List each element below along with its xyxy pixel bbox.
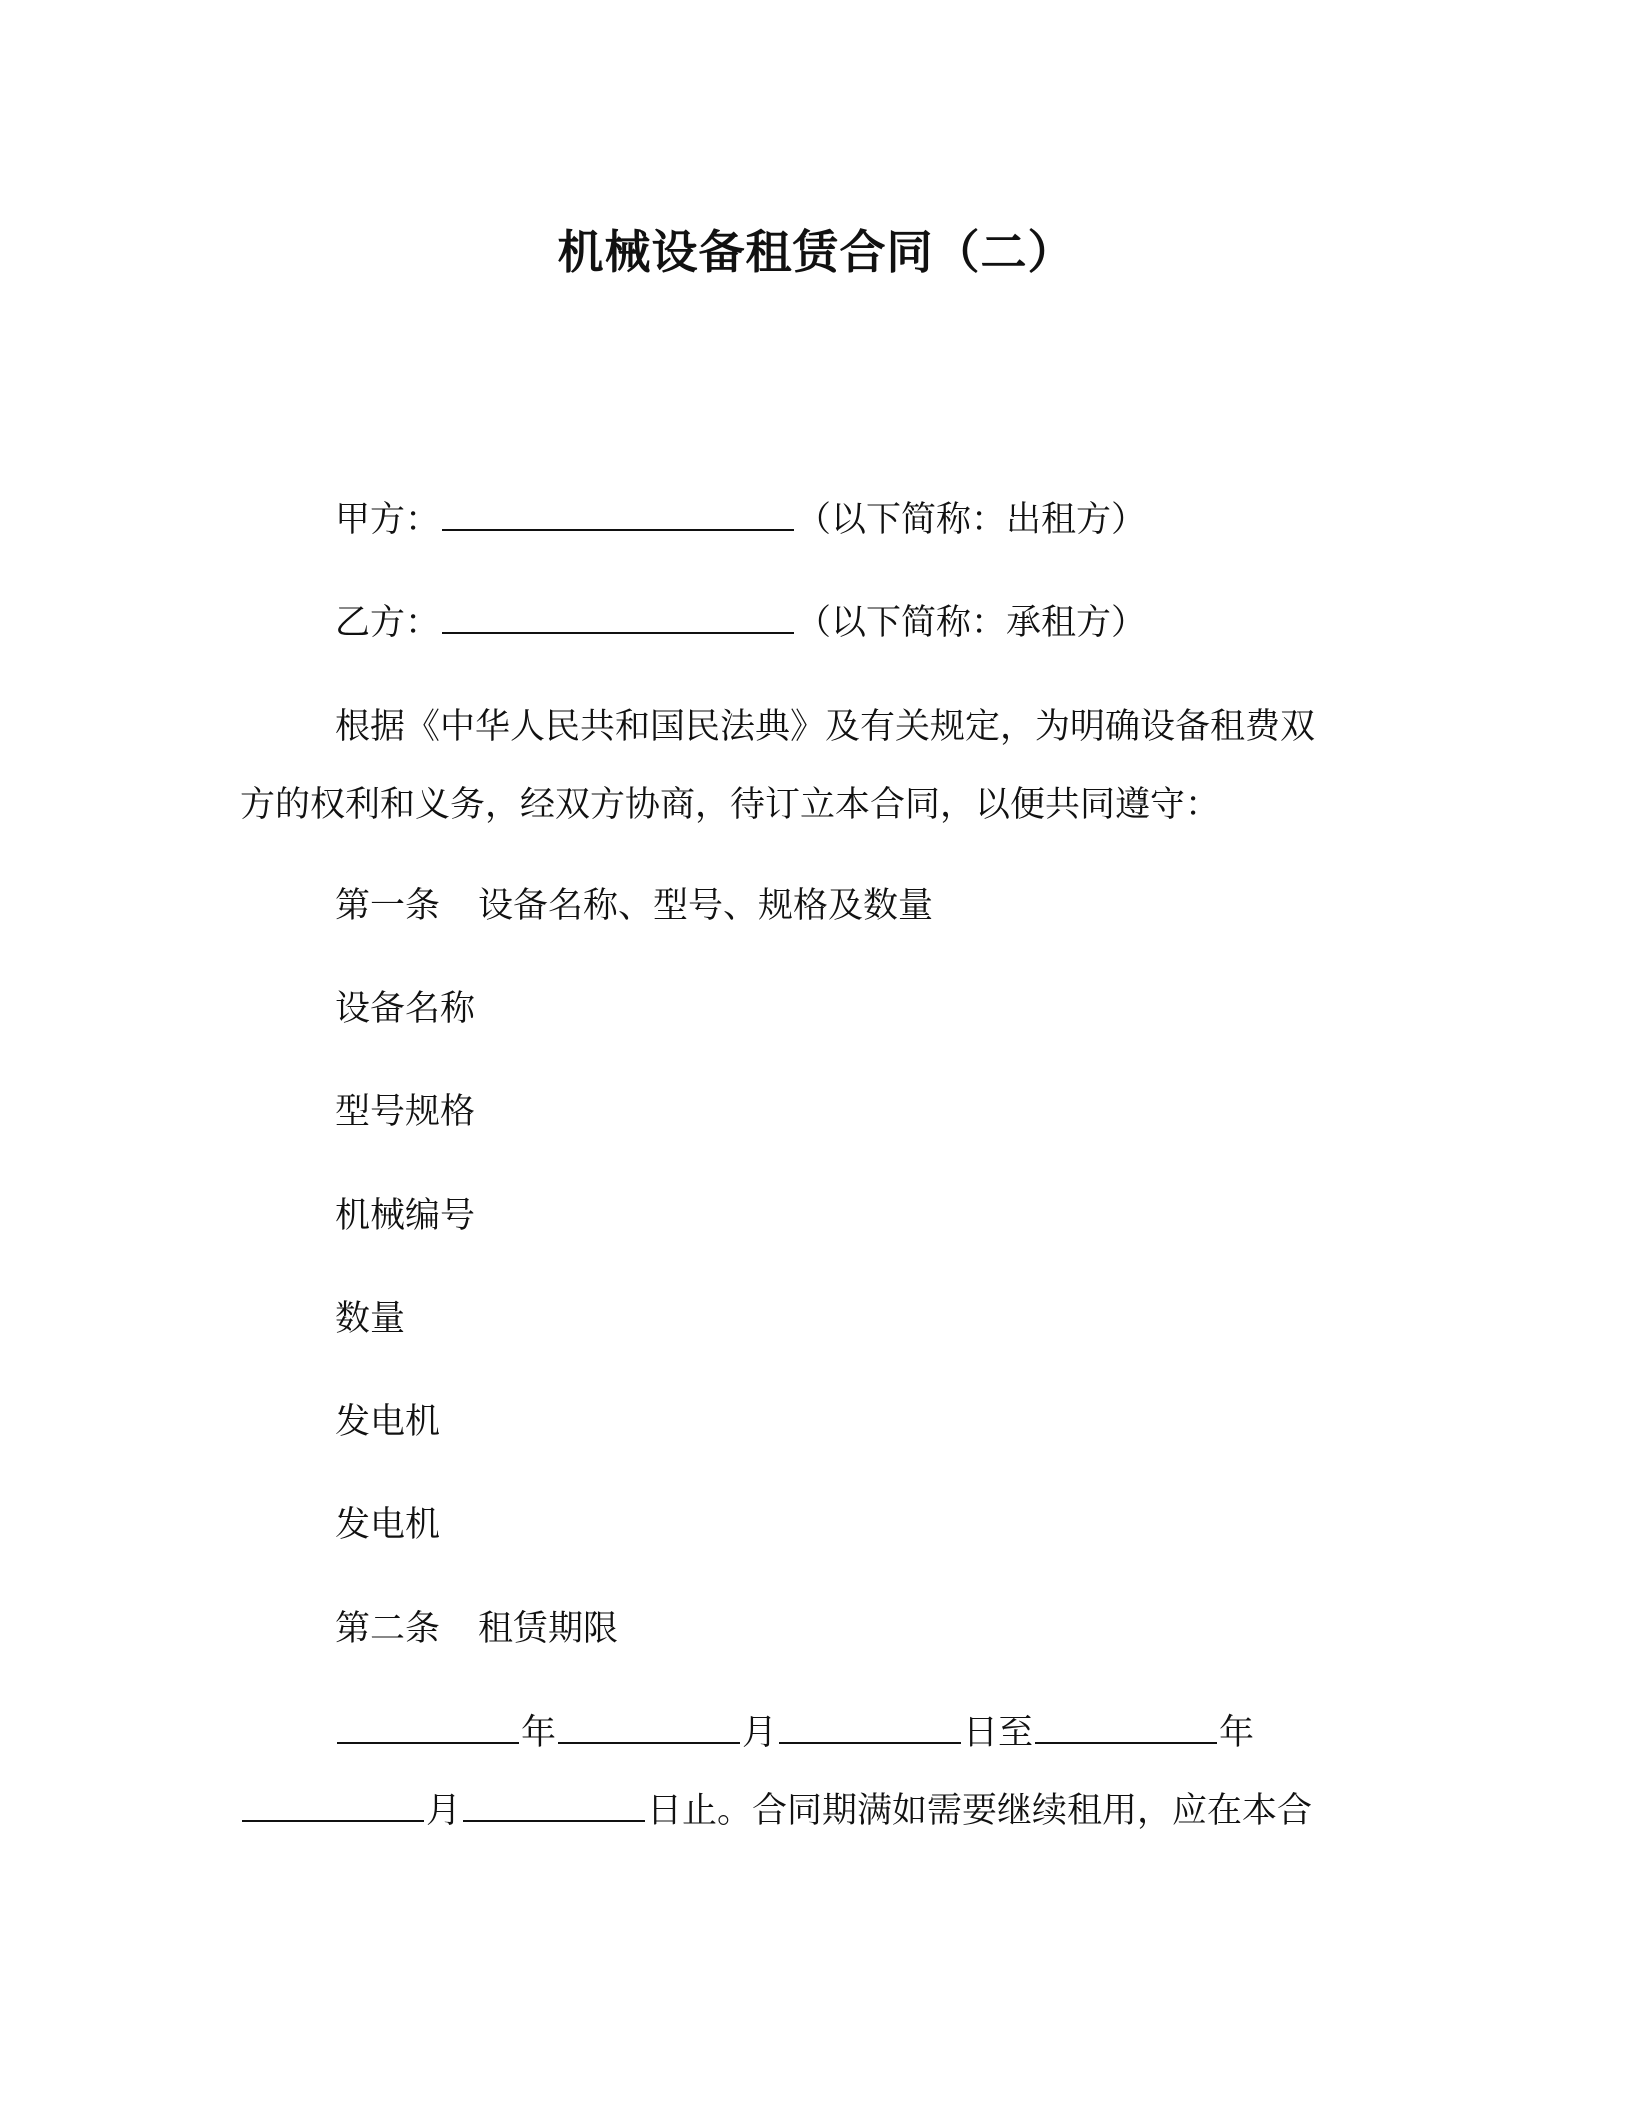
- party-a-note: （以下简称：出租方）: [796, 500, 1147, 540]
- end-month-blank[interactable]: [242, 1786, 424, 1822]
- article-1-title: 设备名称、型号、规格及数量: [478, 886, 934, 926]
- term-day-to-label: 日至: [963, 1713, 1034, 1753]
- end-day-blank[interactable]: [463, 1786, 645, 1822]
- start-month-blank[interactable]: [558, 1708, 740, 1744]
- end-year-blank[interactable]: [1035, 1708, 1217, 1744]
- article-2-title: 租赁期限: [478, 1609, 619, 1649]
- article-1-heading: [335, 882, 933, 930]
- term-year-label: 年: [521, 1713, 557, 1753]
- field-quantity: 数量: [335, 1299, 406, 1339]
- start-year-blank[interactable]: [337, 1708, 519, 1744]
- field-model-spec: 型号规格: [335, 1092, 476, 1132]
- term-line-1: [335, 1708, 1254, 1757]
- preamble-line-2: 方的权利和义务，经双方协商，待订立本合同，以便共同遵守：: [240, 785, 1221, 825]
- term-month-label: 月: [742, 1713, 778, 1753]
- document-title: 机械设备租赁合同（二）: [557, 225, 1075, 279]
- term-end-month-label: 月: [426, 1791, 462, 1831]
- party-a-label: 甲方：: [335, 500, 441, 540]
- term-line-2: [240, 1786, 1312, 1835]
- article-2-heading: [335, 1605, 618, 1653]
- article-1-number: 第一条: [335, 886, 441, 926]
- equipment-item-2: 发电机: [335, 1505, 441, 1545]
- party-b-line: [335, 598, 1146, 647]
- term-end-year-label: 年: [1219, 1713, 1255, 1753]
- party-b-blank[interactable]: [442, 598, 794, 634]
- preamble-line-1: 根据《中华人民共和国民法典》及有关规定，为明确设备租费双: [335, 707, 1316, 747]
- party-b-note: （以下简称：承租方）: [796, 603, 1147, 643]
- party-a-blank[interactable]: [442, 495, 794, 531]
- start-day-blank[interactable]: [779, 1708, 961, 1744]
- field-equipment-name: 设备名称: [335, 989, 476, 1029]
- party-b-label: 乙方：: [335, 603, 441, 643]
- field-machine-number: 机械编号: [335, 1196, 476, 1236]
- article-2-number: 第二条: [335, 1609, 441, 1649]
- party-a-line: [335, 495, 1146, 544]
- equipment-item-1: 发电机: [335, 1402, 441, 1442]
- term-end-text: 日止。合同期满如需要继续租用，应在本合: [647, 1791, 1313, 1831]
